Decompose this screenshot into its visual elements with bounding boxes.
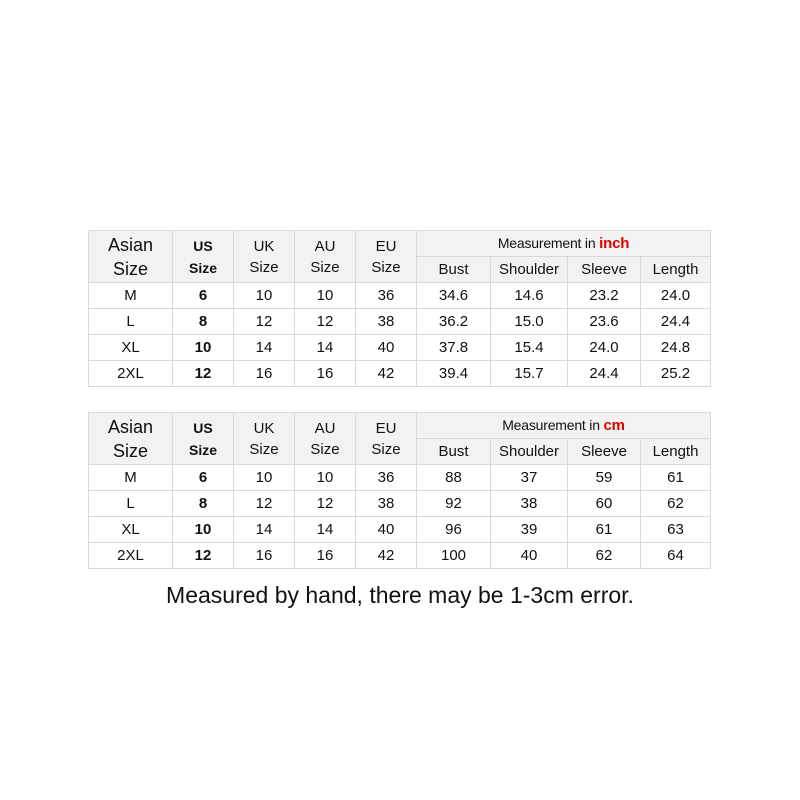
- table-row: [89, 283, 711, 309]
- table-cell: 2XL: [89, 543, 173, 569]
- table-cell: 63: [641, 517, 711, 543]
- table-cell: 15.4: [491, 335, 568, 361]
- table-cell: 16: [234, 361, 295, 387]
- size-table-cm: [88, 412, 711, 569]
- table-cell: 2XL: [89, 361, 173, 387]
- table-cell: 24.0: [568, 335, 641, 361]
- header-measurement: Measurement in inch: [417, 231, 711, 257]
- table-body: [89, 283, 711, 387]
- table-cell: 64: [641, 543, 711, 569]
- table-cell: 24.4: [568, 361, 641, 387]
- table-cell: 62: [568, 543, 641, 569]
- table-cell: 38: [356, 491, 417, 517]
- measurement-note: Measured by hand, there may be 1-3cm error.: [166, 582, 634, 608]
- table-cell: M: [89, 283, 173, 309]
- table-cell: XL: [89, 517, 173, 543]
- table-cell: 24.0: [641, 283, 711, 309]
- table-cell: 10: [234, 465, 295, 491]
- table-cell: 23.6: [568, 309, 641, 335]
- table-cell: 12: [234, 491, 295, 517]
- header-au-size: AU Size: [295, 413, 356, 465]
- table-cell: 60: [568, 491, 641, 517]
- table-cell: 15.0: [491, 309, 568, 335]
- table-cell: 38: [491, 491, 568, 517]
- size-table-inch: [88, 230, 711, 387]
- table-cell: 8: [173, 309, 234, 335]
- header-asian-size: Asian Size: [89, 413, 173, 465]
- table-cell: 12: [234, 309, 295, 335]
- table-cell: 10: [295, 465, 356, 491]
- unit-label: inch: [599, 235, 630, 252]
- table-cell: 16: [295, 361, 356, 387]
- header-eu-size: EU Size: [356, 231, 417, 283]
- table-row: [89, 543, 711, 569]
- table-cell: 14: [234, 517, 295, 543]
- table-cell: 15.7: [491, 361, 568, 387]
- table-cell: 10: [173, 517, 234, 543]
- table-cell: 23.2: [568, 283, 641, 309]
- table-cell: 14: [234, 335, 295, 361]
- table-cell: 24.4: [641, 309, 711, 335]
- header-us-size: US Size: [173, 231, 234, 283]
- table-cell: 39.4: [417, 361, 491, 387]
- header-bust: Bust: [417, 439, 491, 465]
- table-row: [89, 491, 711, 517]
- table-cell: 61: [568, 517, 641, 543]
- table-cell: 12: [173, 361, 234, 387]
- header-eu-size: EU Size: [356, 413, 417, 465]
- table-cell: 59: [568, 465, 641, 491]
- table-row: [89, 335, 711, 361]
- header-au-size: AU Size: [295, 231, 356, 283]
- table-cell: 14: [295, 517, 356, 543]
- table-row: [89, 309, 711, 335]
- table-cell: 40: [356, 335, 417, 361]
- table-cell: 10: [295, 283, 356, 309]
- table-row: [89, 465, 711, 491]
- table-cell: 88: [417, 465, 491, 491]
- table-cell: 10: [173, 335, 234, 361]
- header-uk-size: UK Size: [234, 413, 295, 465]
- table-cell: 39: [491, 517, 568, 543]
- unit-label: cm: [603, 417, 625, 434]
- table-cell: 10: [234, 283, 295, 309]
- table-cell: 34.6: [417, 283, 491, 309]
- table-cell: 42: [356, 361, 417, 387]
- table-cell: XL: [89, 335, 173, 361]
- header-bust: Bust: [417, 257, 491, 283]
- table-cell: 100: [417, 543, 491, 569]
- table-cell: 8: [173, 491, 234, 517]
- table-cell: 14: [295, 335, 356, 361]
- header-measurement: Measurement in cm: [417, 413, 711, 439]
- table-cell: 36.2: [417, 309, 491, 335]
- header-us-size: US Size: [173, 413, 234, 465]
- table-cell: L: [89, 309, 173, 335]
- table-cell: 61: [641, 465, 711, 491]
- table-cell: 16: [295, 543, 356, 569]
- table-row: [89, 517, 711, 543]
- table-cell: 38: [356, 309, 417, 335]
- table-cell: 37.8: [417, 335, 491, 361]
- table-cell: 92: [417, 491, 491, 517]
- table-cell: 6: [173, 465, 234, 491]
- table-cell: 62: [641, 491, 711, 517]
- table-row: [89, 361, 711, 387]
- table-cell: 40: [491, 543, 568, 569]
- header-shoulder: Shoulder: [491, 439, 568, 465]
- header-length: Length: [641, 439, 711, 465]
- table-cell: 24.8: [641, 335, 711, 361]
- header-sleeve: Sleeve: [568, 257, 641, 283]
- table-cell: 25.2: [641, 361, 711, 387]
- table-body: [89, 465, 711, 569]
- header-length: Length: [641, 257, 711, 283]
- table-cell: 12: [173, 543, 234, 569]
- header-asian-size: Asian Size: [89, 231, 173, 283]
- table-cell: 6: [173, 283, 234, 309]
- table-cell: M: [89, 465, 173, 491]
- table-cell: 36: [356, 465, 417, 491]
- table-cell: 12: [295, 491, 356, 517]
- header-shoulder: Shoulder: [491, 257, 568, 283]
- table-cell: 40: [356, 517, 417, 543]
- table-cell: L: [89, 491, 173, 517]
- header-uk-size: UK Size: [234, 231, 295, 283]
- header-sleeve: Sleeve: [568, 439, 641, 465]
- table-cell: 96: [417, 517, 491, 543]
- table-cell: 37: [491, 465, 568, 491]
- table-cell: 42: [356, 543, 417, 569]
- table-cell: 36: [356, 283, 417, 309]
- table-cell: 12: [295, 309, 356, 335]
- table-cell: 16: [234, 543, 295, 569]
- table-cell: 14.6: [491, 283, 568, 309]
